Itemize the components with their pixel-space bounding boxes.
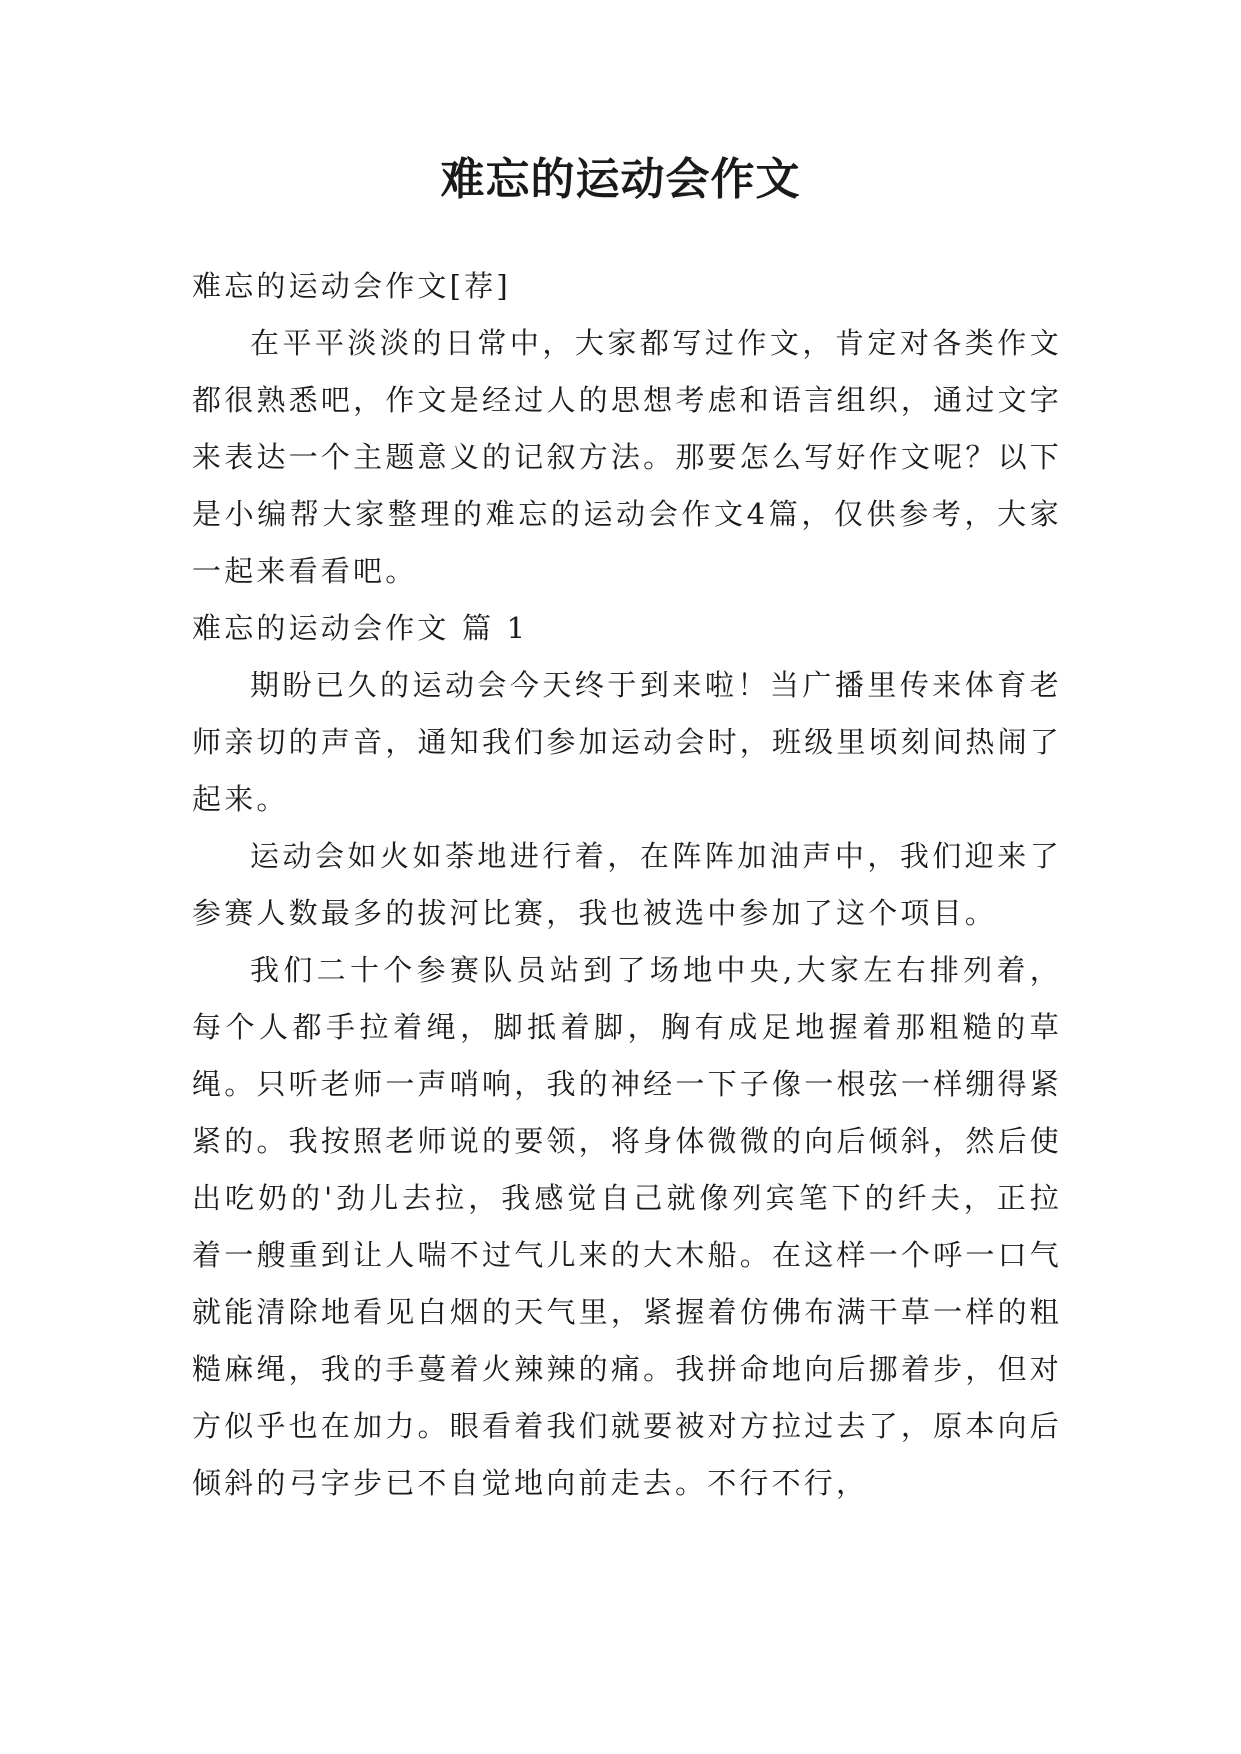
section-heading: 难忘的运动会作文 篇 1 bbox=[192, 611, 529, 645]
body-paragraph: 我们二十个参赛队员站到了场地中央,大家左右排列着，每个人都手拉着绳，脚抵着脚，胸有成足地握着那粗糙的草绳。只听老师一声哨响，我的神经一下子像一根弦一样绷得紧紧的。我按照老师说的要领，将身体微微的向后倾斜，然后使出吃奶的'劲儿去拉，我感觉自己就像列宾笔下的纤夫，正拉着一艘重到让人喘不过气儿来的大木船。在这样一个呼一口气就能清除地看见白烟的天气里，紧握着仿佛布满干草一样的粗糙麻绳，我的手蔓着火辣辣的痛。我拼命地向后挪着步，但对方似乎也在加力。眼看着我们就要被对方拉过去了，原本向后倾斜的弓字步已不自觉地向前走去。不行不行， bbox=[192, 953, 1062, 1500]
document-title: 难忘的运动会作文 bbox=[440, 154, 801, 205]
subtitle: 难忘的运动会作文[荐] bbox=[192, 269, 511, 303]
intro-paragraph: 在平平淡淡的日常中，大家都写过作文，肯定对各类作文都很熟悉吧，作文是经过人的思想考虑和语言组织，通过文字来表达一个主题意义的记叙方法。那要怎么写好作文呢？以下是小编帮大家整理的难忘的运动会作文4篇，仅供参考，大家一起来看看吧。 bbox=[192, 326, 1062, 588]
body-paragraph: 期盼已久的运动会今天终于到来啦！当广播里传来体育老师亲切的声音，通知我们参加运动会时，班级里顷刻间热闹了起来。 bbox=[192, 668, 1062, 816]
body-paragraph: 运动会如火如荼地进行着，在阵阵加油声中，我们迎来了参赛人数最多的拔河比赛，我也被选中参加了这个项目。 bbox=[192, 839, 1062, 930]
document-body bbox=[192, 258, 1062, 1512]
